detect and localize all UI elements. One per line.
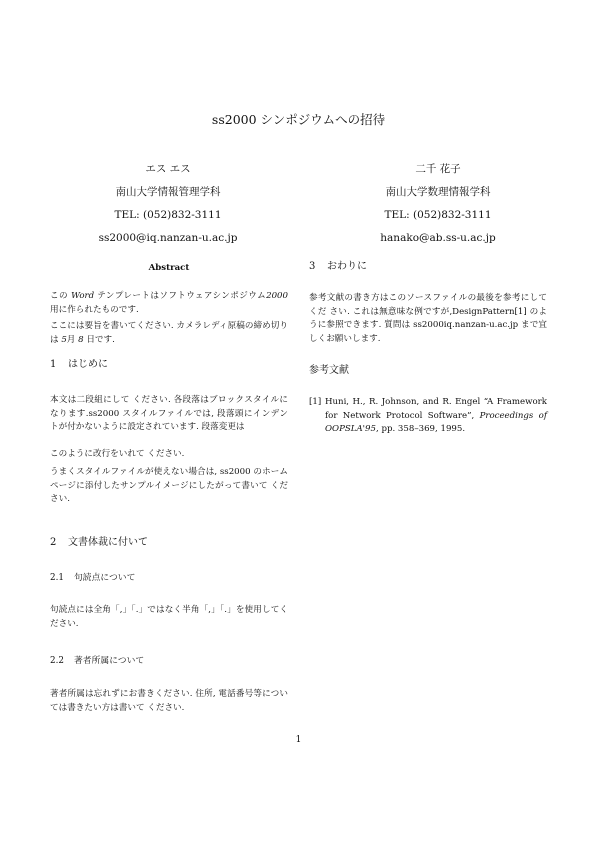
author-affiliation: 南山大学情報管理学科 xyxy=(115,186,221,198)
author-name: 二千 花子 xyxy=(415,163,461,175)
abstract-paragraph: この Word テンプレートはソフトウェアシンポジウム2000 用に作られたものです. xyxy=(50,291,288,315)
author-affiliation: 南山大学数理情報学科 xyxy=(385,186,491,198)
section-heading-3: 3 おわりに xyxy=(309,261,367,272)
page-number: 1 xyxy=(295,735,302,745)
references-heading: 参考文献 xyxy=(309,365,349,376)
author-email: hanako@ab.ss-u.ac.jp xyxy=(380,232,496,244)
subsection-heading-2-1: 2.1 句読点について xyxy=(50,573,136,583)
reference-item xyxy=(309,396,547,437)
author-name: エス エス xyxy=(145,163,191,175)
reference-text: Huni, H., R. Johnson, and R. Engel “A Framework for Network Protocol Software”, Proceedings of OOPSLA'95, pp. 358–369, 1995. xyxy=(325,397,547,435)
author-tel: TEL: (052)832-3111 xyxy=(384,209,492,221)
body-paragraph: 著者所属は忘れずにお書きください. 住所, 電話番号等については書きたい方は書いて ください. xyxy=(50,689,288,713)
body-paragraph: 参考文献の書き方はこのソースファイルの最後を参考にしてくだ さい. これは無意味な例ですが,DesignPattern[1] のように参照できます. 質問は ss2000iq.nanzan-u.ac.jp まで宜しくお願いします. xyxy=(309,293,547,345)
paper-title: ss2000 シンポジウムへの招待 xyxy=(211,112,386,127)
abstract-heading: Abstract xyxy=(148,263,190,273)
author-block-2 xyxy=(318,158,558,250)
author-email: ss2000@iq.nanzan-u.ac.jp xyxy=(98,232,238,244)
body-paragraph: 本文は二段組にして ください. 各段落はブロックスタイルになります.ss2000 スタイルファイルでは, 段落頭にインデントが付かないように設定されています. 段落変更は xyxy=(50,395,288,433)
author-block-1 xyxy=(48,158,288,250)
subsection-heading-2-2: 2.2 著者所属について xyxy=(50,656,145,666)
section-heading-1: 1 はじめに xyxy=(50,359,108,370)
body-paragraph: うまくスタイルファイルが使えない場合は, ss2000 のホームページに添付したサンプルイメージにしたがって書いて ください. xyxy=(50,467,288,505)
reference-tag: [1] xyxy=(309,397,322,407)
author-tel: TEL: (052)832-3111 xyxy=(114,209,222,221)
body-paragraph: 句読点には全角「,」「.」ではなく半角「,」「.」を使用してください. xyxy=(50,605,288,629)
section-heading-2: 2 文書体裁に付いて xyxy=(50,537,148,548)
abstract-paragraph: ここには要旨を書いてください. カメラレディ原稿の締め切りは 5月 8 日です. xyxy=(50,321,288,345)
body-paragraph: このように改行をいれて ください. xyxy=(50,449,185,459)
